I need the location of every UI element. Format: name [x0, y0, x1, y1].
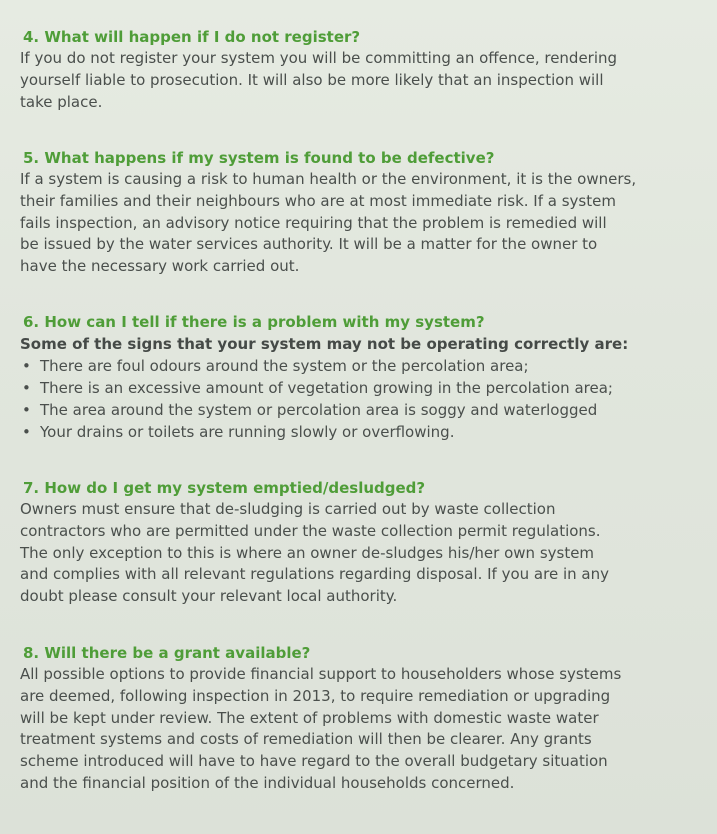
question-title: 4. What will happen if I do not register?	[23, 28, 361, 46]
answer-line: fails inspection, an advisory notice requiring that the problem is remedied will	[20, 213, 607, 232]
list-item	[20, 421, 710, 443]
answer-line: are deemed, following inspection in 2013, to require remediation or upgrading	[20, 686, 611, 705]
answer-line: yourself liable to prosecution. It will also be more likely that an inspection will	[20, 70, 604, 89]
list-item-text: There is an excessive amount of vegetation growing in the percolation area;	[40, 379, 613, 397]
faq-section-6	[20, 312, 710, 443]
list-item	[20, 399, 710, 421]
answer-line: All possible options to provide financial support to householders whose systems	[20, 665, 622, 683]
list-item-text: There are foul odours around the system or the percolation area;	[40, 357, 529, 375]
question-title: 8. Will there be a grant available?	[23, 644, 311, 662]
answer-line: scheme introduced will have to have regard to the overall budgetary situation	[20, 752, 608, 771]
bullet-icon: •	[22, 357, 31, 375]
list-item	[20, 355, 710, 377]
answer-line: have the necessary work carried out.	[20, 257, 300, 276]
question-title: 6. How can I tell if there is a problem with my system?	[23, 313, 485, 331]
bullet-icon: •	[22, 401, 31, 419]
answer-line: take place.	[20, 92, 103, 111]
answer-line: Owners must ensure that de-sludging is carried out by waste collection	[20, 500, 556, 518]
faq-section-8	[20, 643, 710, 795]
list-item	[20, 377, 710, 399]
answer-line: and the financial position of the individual households concerned.	[20, 773, 515, 792]
question-title: 7. How do I get my system emptied/desludged?	[23, 479, 426, 497]
faq-section-4	[20, 27, 710, 113]
bullet-icon: •	[22, 379, 31, 397]
bullet-list	[20, 355, 710, 443]
answer-line: and complies with all relevant regulations regarding disposal. If you are in any	[20, 565, 609, 584]
answer-line: treatment systems and costs of remediation will then be clearer. Any grants	[20, 730, 592, 749]
faq-section-5	[20, 148, 710, 278]
answer-line: If a system is causing a risk to human health or the environment, it is the owners,	[20, 170, 637, 188]
answer-line: will be kept under review. The extent of problems with domestic waste water	[20, 708, 599, 727]
answer-line: contractors who are permitted under the waste collection permit regulations.	[20, 521, 601, 540]
answer-line: If you do not register your system you will be committing an offence, rendering	[20, 49, 618, 67]
answer-line: their families and their neighbours who are at most immediate risk. If a system	[20, 191, 616, 210]
answer-line: be issued by the water services authority. It will be a matter for the owner to	[20, 235, 598, 254]
list-item-text: The area around the system or percolation area is soggy and waterlogged	[40, 401, 598, 419]
question-title: 5. What happens if my system is found to be defective?	[23, 149, 495, 167]
answer-line: The only exception to this is where an owner de-sludges his/her own system	[20, 543, 595, 562]
answer-lead: Some of the signs that your system may not be operating correctly are:	[20, 335, 629, 353]
answer-line: doubt please consult your relevant local authority.	[20, 587, 398, 606]
bullet-icon: •	[22, 423, 31, 441]
faq-section-7	[20, 478, 710, 608]
list-item-text: Your drains or toilets are running slowly or overflowing.	[40, 423, 455, 441]
